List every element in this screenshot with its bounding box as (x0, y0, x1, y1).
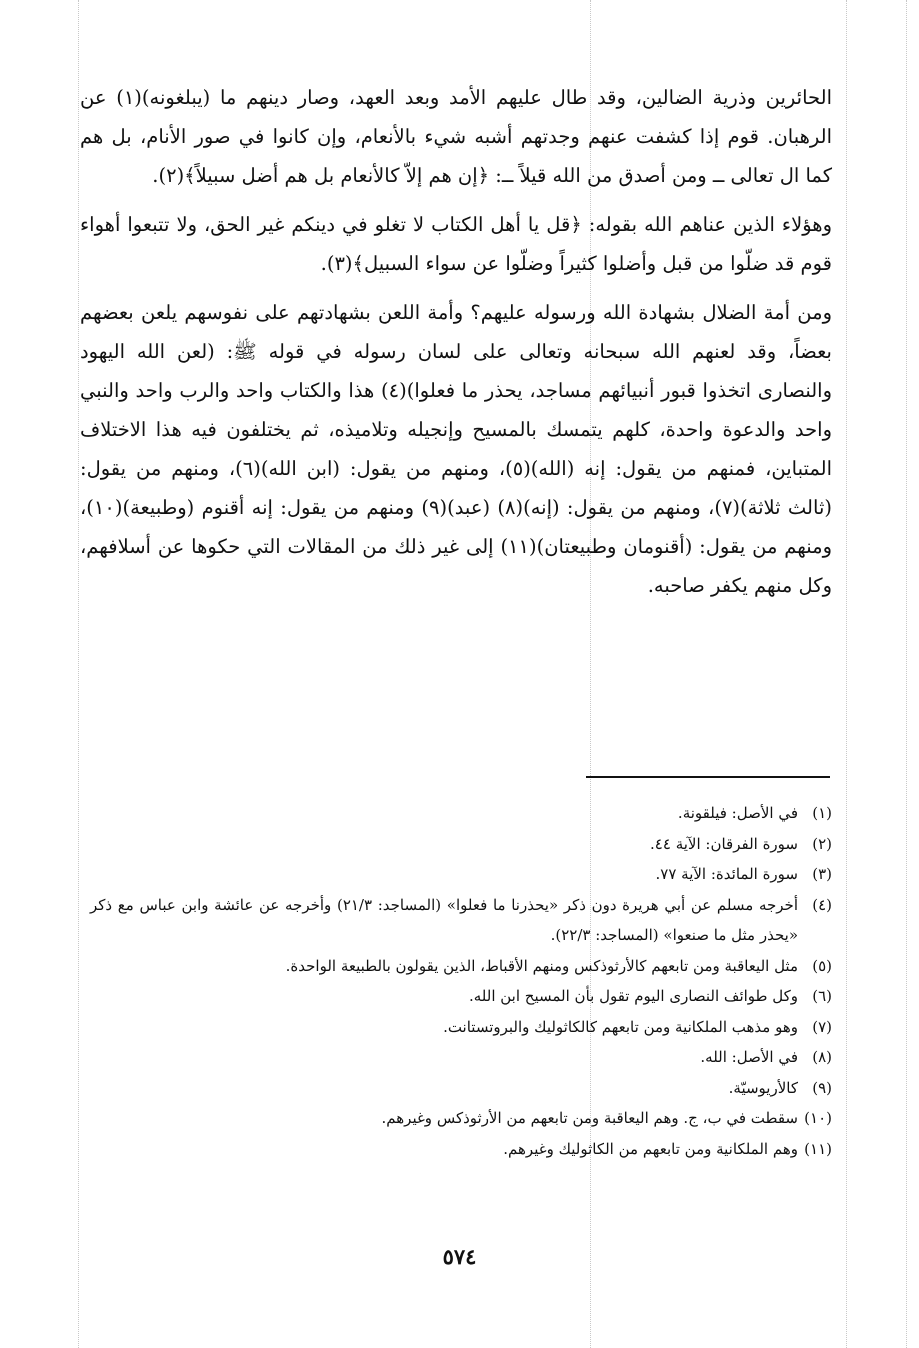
footnote-number: (١) (812, 804, 832, 822)
footnote-item (90, 1073, 832, 1104)
footnote-number: (٥) (812, 956, 832, 975)
footnote-item (90, 829, 832, 860)
paragraph: ومن أمة الضلال بشهادة الله ورسوله عليهم؟ وأمة اللعن بشهادتهم على نفوسهم يلعن بعضهم بعضاً، وقد لعنهم الله سبحانه وتعالى على لسان رسوله في قوله ﷺ: (لعن الله اليهود والنصارى اتخذوا قبور أنبيائهم مساجد، يحذر ما فعلوا)(٤) هذا والكتاب واحد والرب واحد والنبي واحد والدعوة واحدة، كلهم يتمسك بالمسيح وإنجيله وتلاميذه، ثم يختلفون فيه هذا الاختلاف المتباين، فمنهم من يقول: إنه (الله)(٥)، ومنهم من يقول: (ابن الله)(٦)، ومنهم من يقول: (ثالث ثلاثة)(٧)، ومنهم من يقول: (إنه)(٨) (عبد)(٩) ومنهم من يقول: إنه أقنوم (وطبيعة)(١٠)، ومنهم من يقول: (أقنومان وطبيعتان)(١١) إلى غير ذلك من المقالات التي حكوها عن أسلافهم، وكل منهم يكفر صاحبه. (80, 301, 832, 597)
footnote-number: (٣) (812, 865, 832, 883)
footnotes (90, 798, 832, 1164)
footnote-separator (586, 776, 830, 778)
footnote-item (90, 859, 832, 890)
paragraph: الحائرين وذرية الضالين، وقد طال عليهم الأمد وبعد العهد، وصار دينهم ما (يبلغونه)(١) عن الرهبان. قوم إذا كشفت عنهم وجدتهم أشبه شيء بالأنعام، وإن كانوا في صور الأنام، بل هم كما ال تعالى ــ ومن أصدق من الله قيلاً ــ: ﴿إن هم إلاّ كالأنعام بل هم أضل سبيلاً﴾(٢). (80, 86, 832, 187)
footnote-text: أخرجه مسلم عن أبي هريرة دون ذكر «يحذرنا ما فعلوا» (المساجد: ٢١/٣) وأخرجه عن عائشة وابن عباس مع ذكر «يحذر مثل ما صنعوا» (المساجد: ٢٢/٣). (90, 895, 798, 944)
footnote-number: (٦) (812, 987, 832, 1005)
footnote-item (90, 1042, 832, 1073)
footnote-number: (٢) (812, 834, 832, 853)
scan-guide-line (906, 0, 907, 1348)
footnote-number: (١٠) (804, 1109, 832, 1127)
footnote-text: سورة المائدة: الآية ٧٧. (655, 865, 798, 883)
footnote-text: سورة الفرقان: الآية ٤٤. (650, 834, 798, 853)
footnote-number: (١١) (804, 1139, 832, 1158)
footnote-number: (٧) (812, 1017, 832, 1036)
footnote-item (90, 1134, 832, 1165)
scan-guide-line (78, 0, 79, 1348)
footnote-text: مثل اليعاقبة ومن تابعهم كالأرثوذكس ومنهم الأقباط، الذين يقولون بالطبيعة الواحدة. (285, 956, 798, 975)
footnote-text: وهو مذهب الملكانية ومن تابعهم كالكاثوليك والبروتستانت. (443, 1017, 798, 1036)
footnote-text: وهم الملكانية ومن تابعهم من الكاثوليك وغيرهم. (503, 1139, 798, 1158)
page-number: ٥٧٤ (442, 1244, 477, 1269)
main-text (80, 78, 832, 605)
footnote-item (90, 798, 832, 829)
footnote-text: في الأصل: الله. (700, 1048, 798, 1066)
footnote-text: كالأريوسيّة. (728, 1078, 798, 1097)
footnote-number: (٨) (812, 1048, 832, 1066)
footnote-number: (٤) (812, 895, 832, 914)
paragraph: وهؤلاء الذين عناهم الله بقوله: ﴿قل يا أهل الكتاب لا تغلو في دينكم غير الحق، ولا تتبعوا أهواء قوم قد ضلّوا من قبل وأضلوا كثيراً وضلّوا عن سواء السبيل﴾(٣). (80, 213, 832, 275)
footnote-text: سقطت في ب، ج. وهم اليعاقبة ومن تابعهم من الأرثوذكس وغيرهم. (381, 1109, 798, 1127)
footnote-text: في الأصل: فيلقونة. (677, 804, 798, 822)
footnote-item (90, 951, 832, 982)
footnote-item (90, 890, 832, 951)
footnote-item (90, 1103, 832, 1134)
footnote-item (90, 1012, 832, 1043)
scan-guide-line (846, 0, 847, 1348)
footnote-text: وكل طوائف النصارى اليوم تقول بأن المسيح ابن الله. (468, 987, 798, 1005)
footnote-item (90, 981, 832, 1012)
footnote-number: (٩) (812, 1078, 832, 1097)
